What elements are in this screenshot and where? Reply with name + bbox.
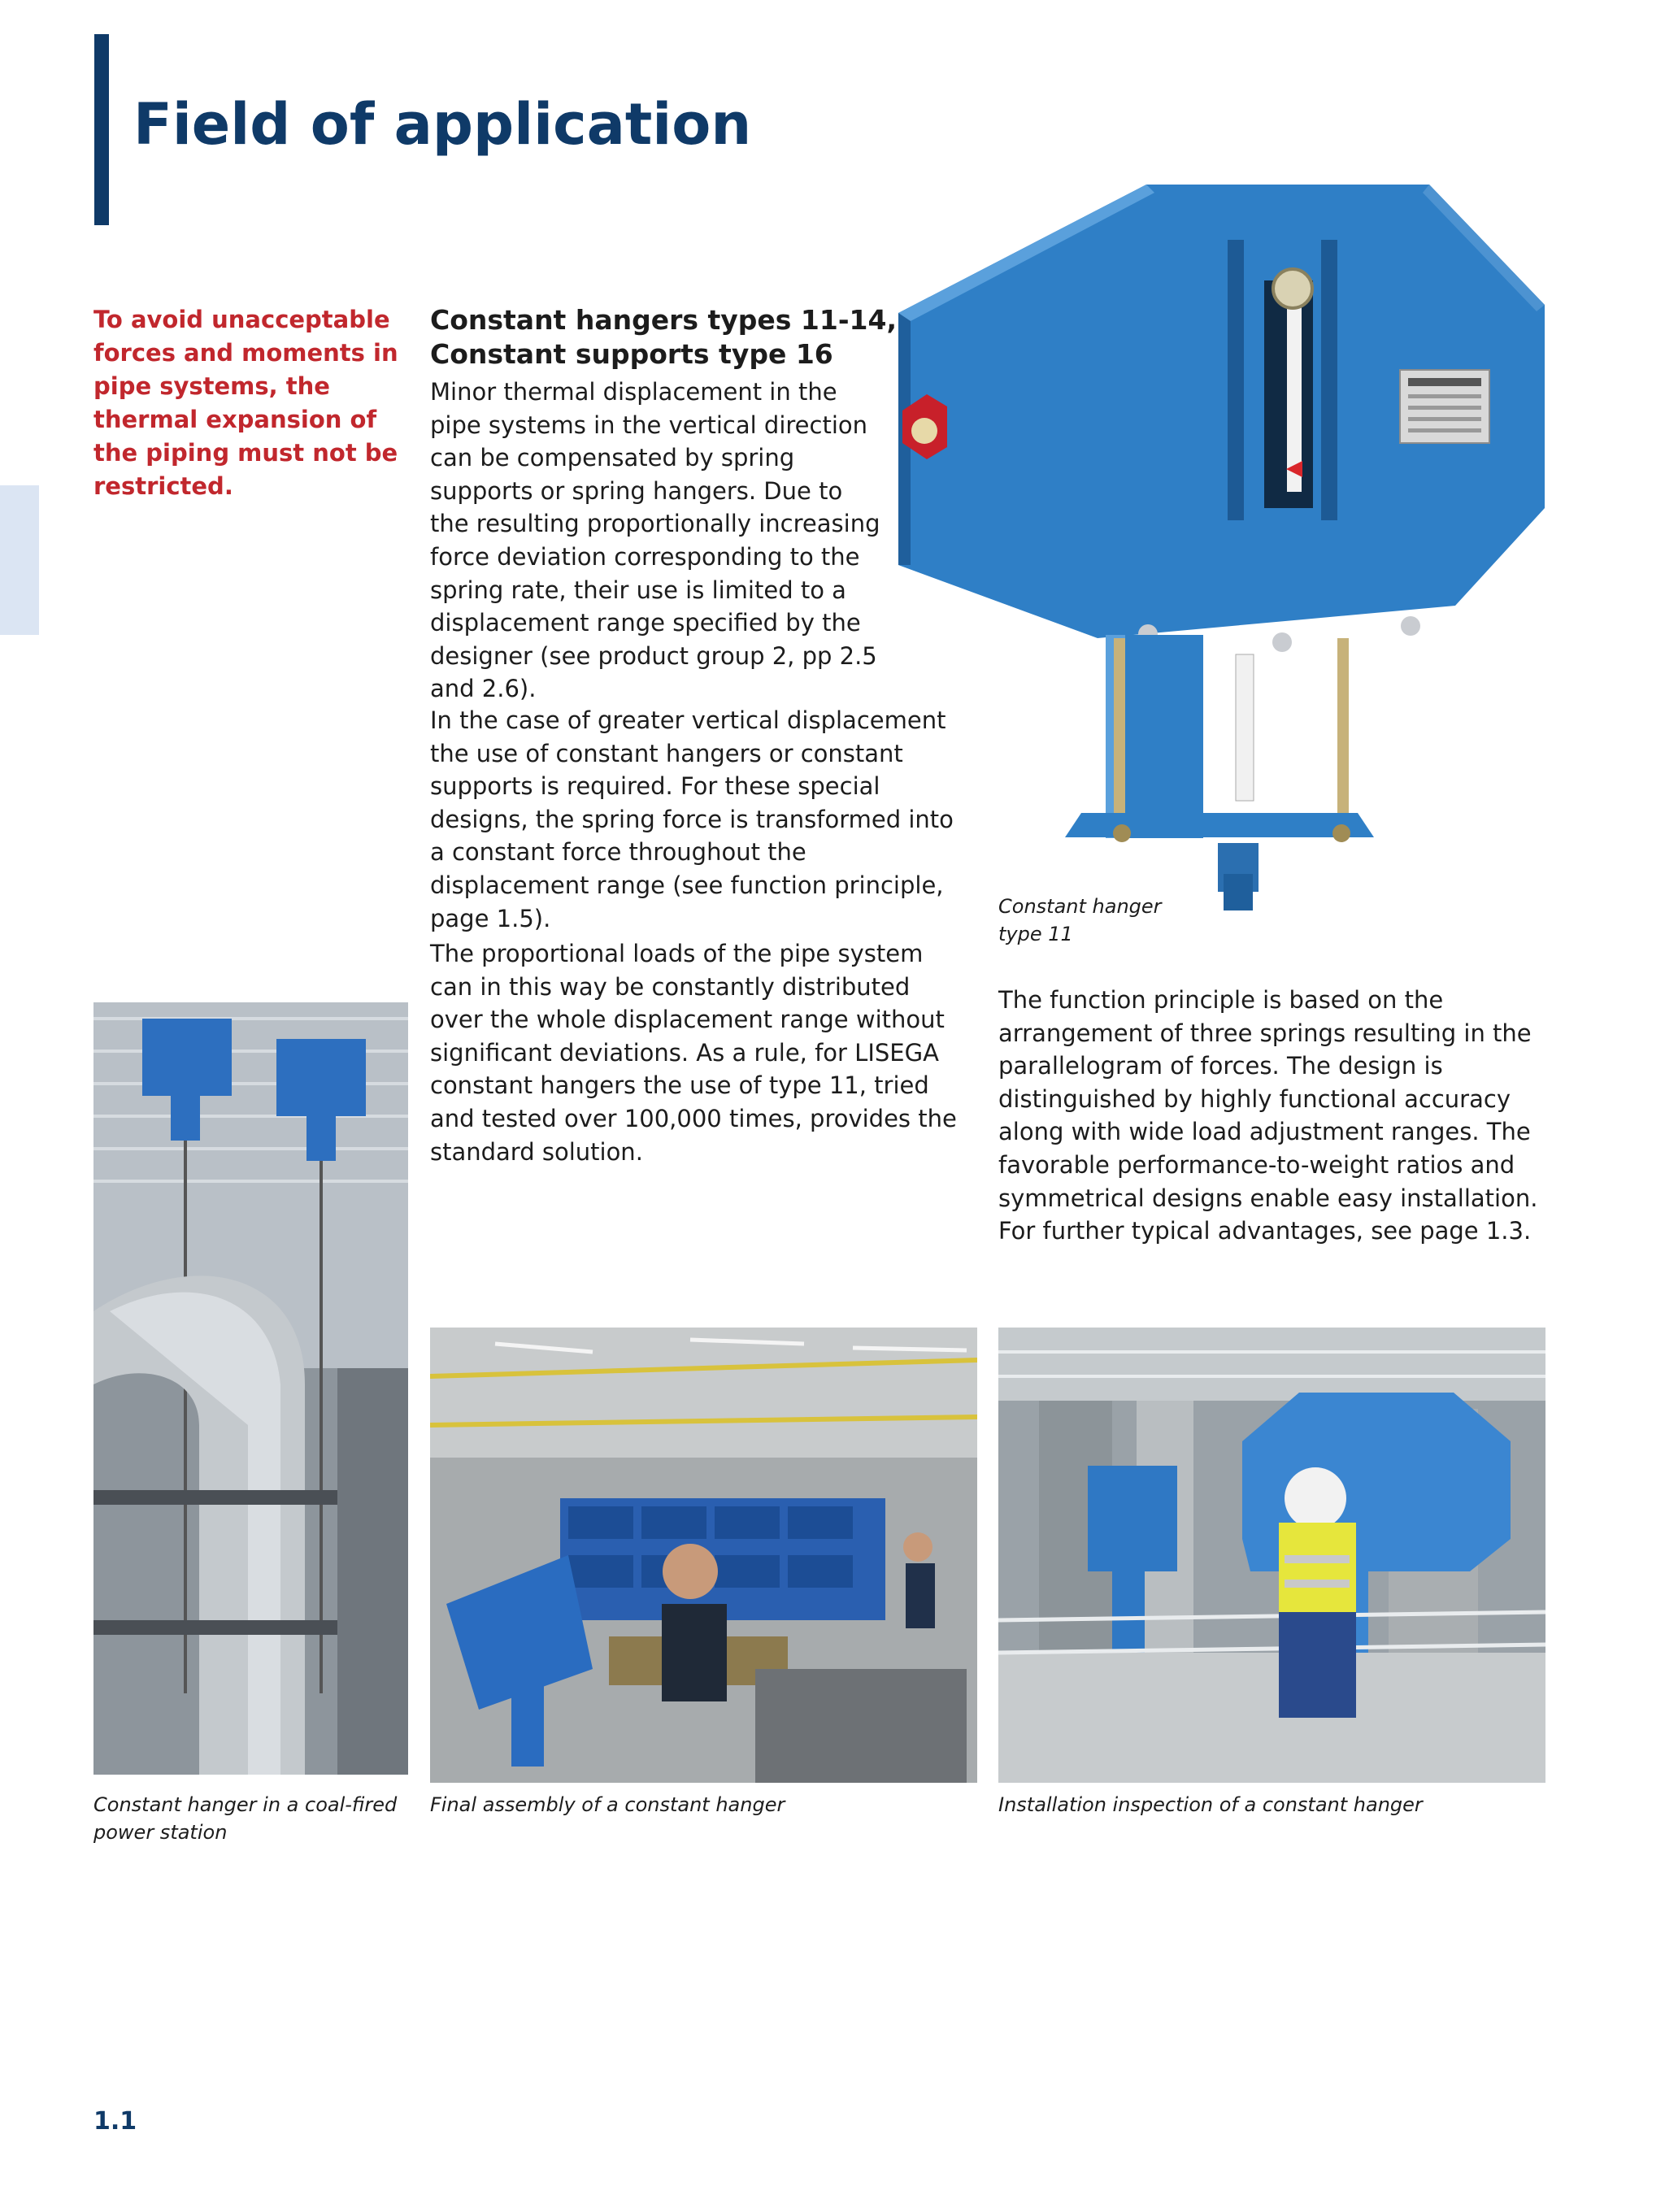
photo-installation-inspection xyxy=(998,1328,1545,1783)
heading-line-2: Constant supports type 16 xyxy=(430,338,833,370)
caption-photo-1-line-2: power station xyxy=(93,1821,228,1844)
page-title: Field of application xyxy=(133,91,752,158)
caption-photo-1-line-1: Constant hanger in a coal-fired xyxy=(93,1793,398,1816)
caption-hanger xyxy=(998,893,1185,948)
caption-photo-1 xyxy=(93,1791,419,1846)
photo-power-station xyxy=(93,1002,408,1775)
caption-photo-2: Final assembly of a constant hanger xyxy=(430,1793,785,1816)
title-accent-bar xyxy=(94,34,109,225)
paragraph-2: In the case of greater vertical displacement the use of constant hangers or constant supports is required. For these special designs, the spring force is transformed into a constant force throughout the displacement range (see function principle, page 1.5). xyxy=(430,706,954,932)
page-number: 1.1 xyxy=(93,2107,137,2136)
photo-final-assembly xyxy=(430,1328,977,1783)
side-tab-marker xyxy=(0,485,39,635)
caption-hanger-line-1: Constant hanger xyxy=(998,895,1162,918)
constant-hanger-illustration xyxy=(886,183,1545,931)
lead-text: To avoid unacceptable forces and moments in pipe systems, the thermal expansion of the piping must not be restricted. xyxy=(93,306,398,500)
caption-photo-3: Installation inspection of a constant hanger xyxy=(998,1793,1423,1816)
paragraph-4: The function principle is based on the arrangement of three springs resulting in the parallelogram of forces. The design is distinguished by highly functional accuracy along with wide load adjustment ranges. The favorable performance-to-weight ratios and symmetrical designs enable easy installation. For further typical advantages, see page 1.3. xyxy=(998,986,1538,1245)
paragraph-1: Minor thermal displacement in the pipe systems in the vertical direction can be compensated by spring supports or spring hangers. Due to the resulting proportionally increasing force deviation corresponding to the spring rate, their use is limited to a displacement range specified by the designer (see product group 2, pp 2.5 and 2.6). xyxy=(430,378,880,703)
paragraph-3: The proportional loads of the pipe system can in this way be constantly distributed over the whole displacement range without significant deviations. As a rule, for LISEGA constant hangers the use of type 11, tried and tested over 100,000 times, provides the standard solution. xyxy=(430,940,957,1166)
caption-hanger-line-2: type 11 xyxy=(998,923,1073,945)
section-heading xyxy=(430,303,918,372)
heading-line-1: Constant hangers types 11-14, xyxy=(430,304,897,336)
